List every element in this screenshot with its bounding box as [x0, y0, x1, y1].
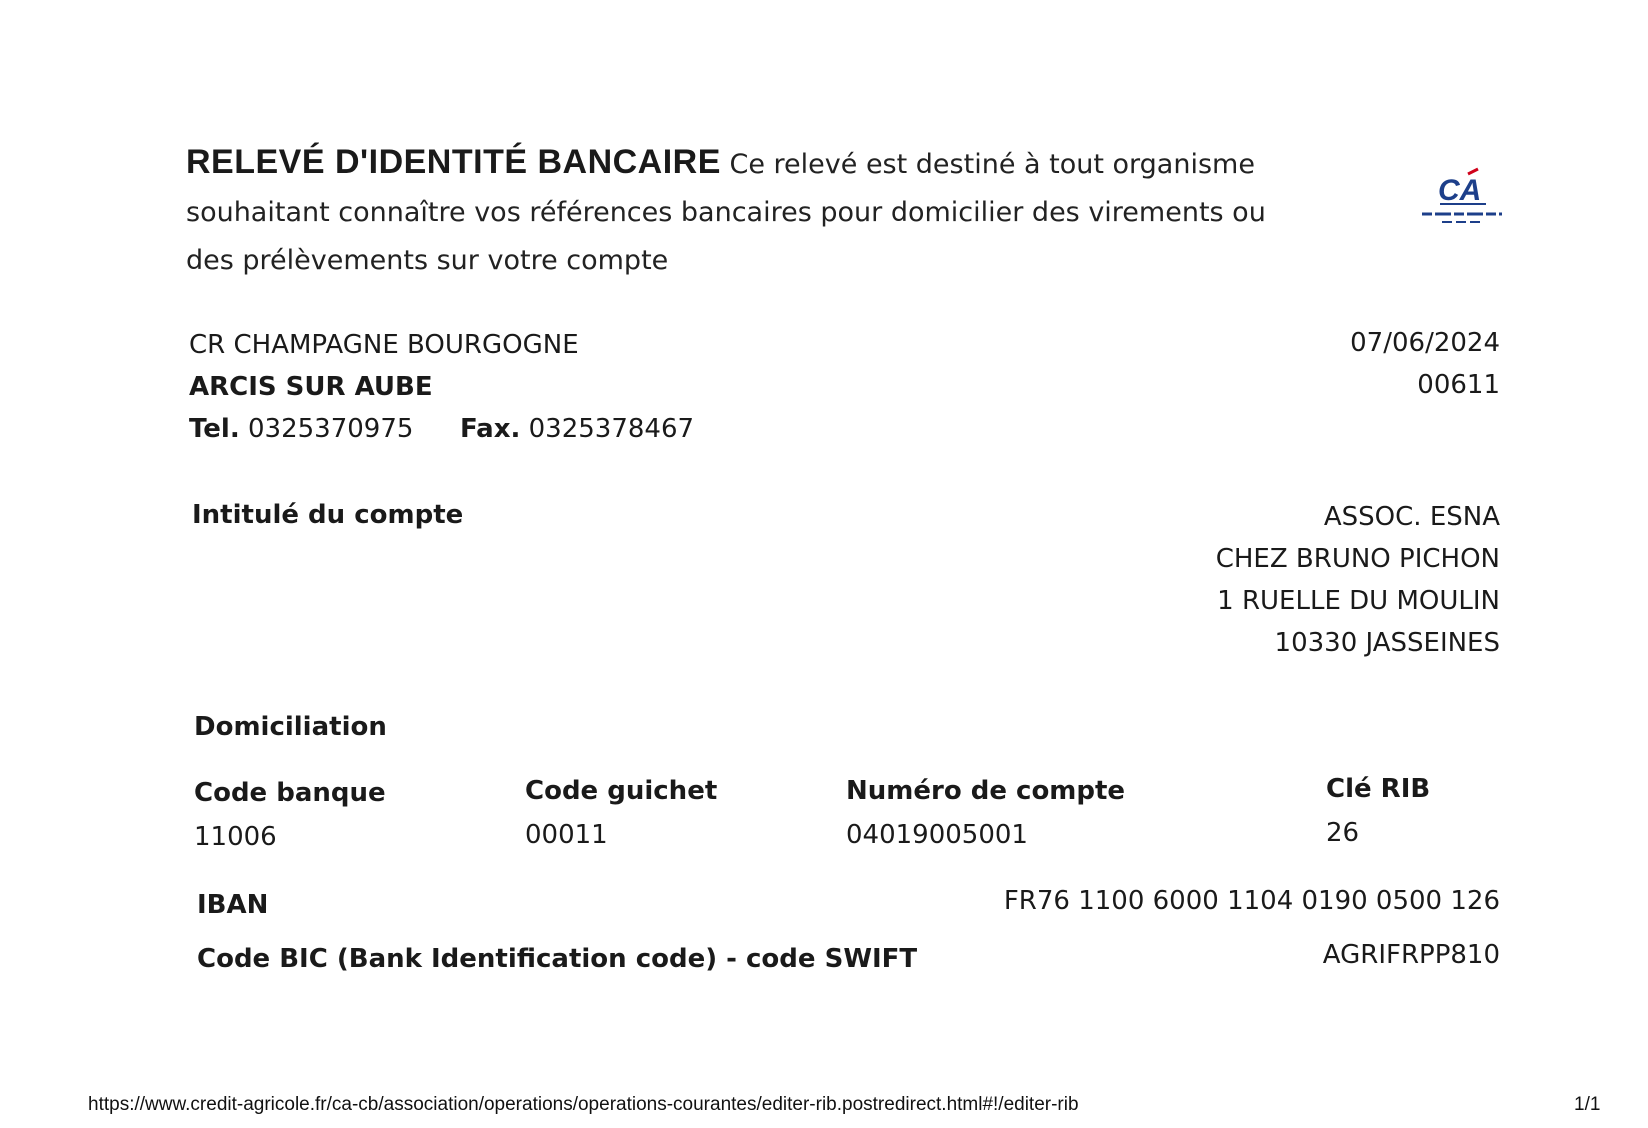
numero-compte-label: Numéro de compte — [846, 776, 1126, 806]
account-holder-address — [1050, 496, 1500, 664]
tel-value: 0325370975 — [247, 414, 414, 444]
address-line: 1 RUELLE DU MOULIN — [1217, 586, 1500, 616]
bank-branch: ARCIS SUR AUBE — [189, 372, 433, 402]
code-banque-value: 11006 — [194, 822, 277, 852]
bank-contact — [189, 414, 694, 444]
fax-label: Fax. — [459, 414, 521, 444]
document-title-block — [186, 138, 1316, 285]
document-intro: Ce relevé est destiné à tout organisme souhaitant connaître vos références bancaires pour domicilier des virements ou des prélèvements sur votre compte — [186, 149, 1266, 276]
document-heading: RELEVÉ D'IDENTITÉ BANCAIRE — [186, 143, 721, 181]
agency-code: 00611 — [1417, 370, 1500, 400]
fax-value: 0325378467 — [528, 414, 695, 444]
page-number: 1/1 — [1574, 1094, 1601, 1115]
bic-value: AGRIFRPP810 — [1322, 940, 1500, 970]
iban-value: FR76 1100 6000 1104 0190 0500 126 — [1003, 886, 1500, 916]
code-guichet-label: Code guichet — [525, 776, 718, 806]
cle-rib-label: Clé RIB — [1326, 774, 1431, 804]
code-guichet-value: 00011 — [525, 820, 608, 850]
domiciliation-label: Domiciliation — [194, 712, 387, 742]
document-date: 07/06/2024 — [1350, 328, 1500, 358]
iban-label: IBAN — [197, 890, 269, 920]
credit-agricole-logo-icon — [1420, 166, 1504, 232]
address-line: 10330 JASSEINES — [1274, 628, 1500, 658]
footer-url: https://www.credit-agricole.fr/ca-cb/association/operations/operations-courantes/editer-rib.postredirect.html#!/editer-rib — [88, 1094, 1079, 1115]
bank-name: CR CHAMPAGNE BOURGOGNE — [189, 330, 579, 360]
address-line: CHEZ BRUNO PICHON — [1215, 544, 1500, 574]
address-line: ASSOC. ESNA — [1323, 502, 1500, 532]
code-banque-label: Code banque — [194, 778, 386, 808]
cle-rib-value: 26 — [1326, 818, 1360, 848]
bic-label: Code BIC (Bank Identification code) - code SWIFT — [197, 944, 918, 974]
tel-label: Tel. — [189, 414, 240, 444]
svg-text:CA: CA — [1438, 174, 1482, 207]
numero-compte-value: 04019005001 — [846, 820, 1028, 850]
account-holder-label: Intitulé du compte — [192, 500, 464, 530]
